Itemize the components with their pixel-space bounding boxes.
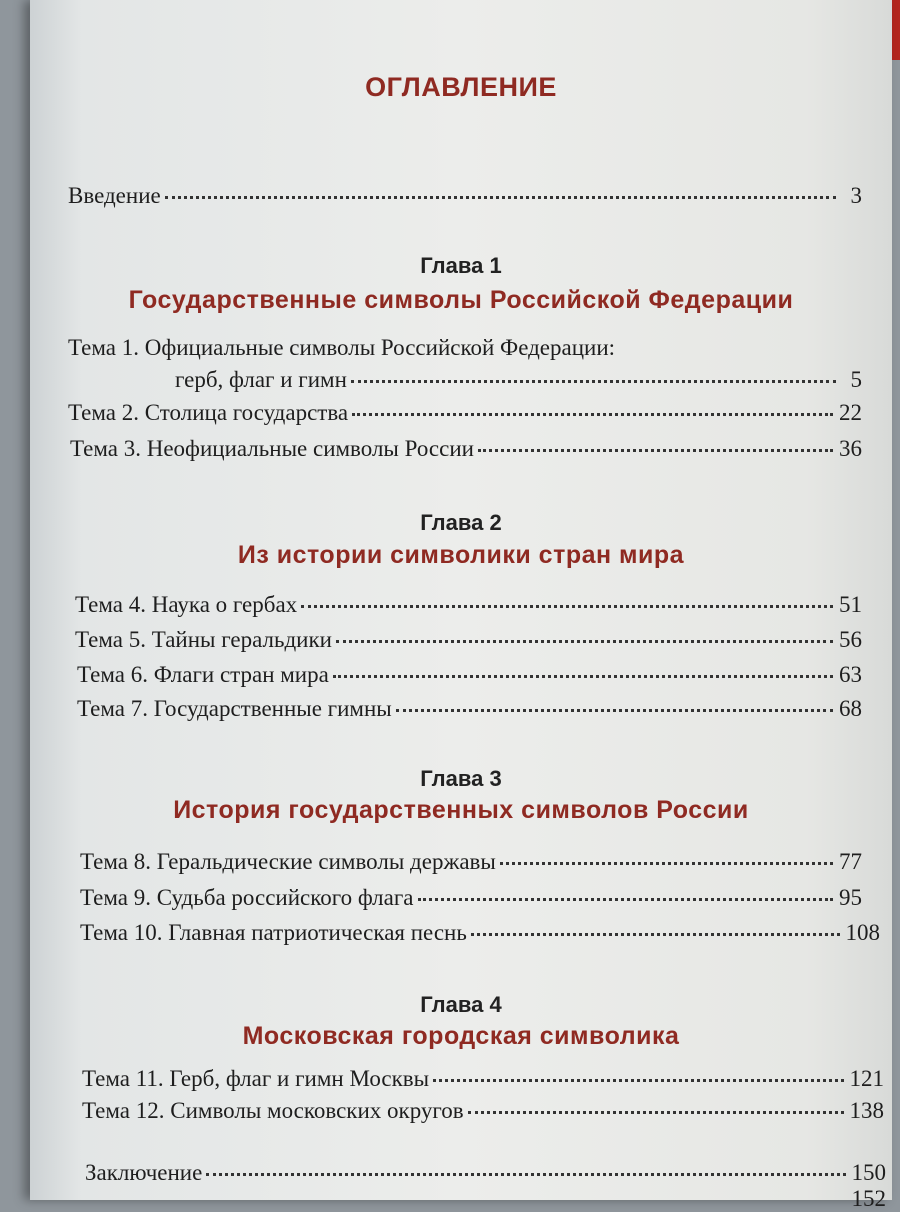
chapter-4-title: Московская городская символика [242, 1022, 680, 1050]
chapter-2-label: Глава 2 [420, 510, 502, 535]
page-number: 150 [851, 1160, 886, 1185]
page-number: 36 [839, 436, 862, 461]
chapter-4-label: Глава 4 [420, 992, 502, 1017]
leader-dots [336, 636, 833, 643]
toc-entry-topic-5 [75, 627, 862, 653]
chapter-2-title: Из истории символики стран мира [237, 541, 685, 569]
leader-dots [206, 1169, 845, 1176]
leader-dots [478, 445, 833, 452]
entry-label: герб, флаг и гимн [175, 367, 347, 392]
leader-dots [165, 192, 836, 199]
page-number: 138 [849, 1098, 884, 1123]
toc-entry-topic-7 [77, 696, 862, 722]
toc-entry-conclusion [85, 1160, 886, 1186]
leader-dots [471, 929, 840, 936]
toc-entry-topic-4 [75, 592, 862, 618]
page-number: 5 [850, 367, 862, 392]
leader-dots [396, 705, 833, 712]
chapter-3-label: Глава 3 [420, 766, 502, 791]
page-number: 108 [845, 920, 880, 945]
leader-dots [418, 894, 834, 901]
page-number: 95 [839, 885, 862, 910]
entry-label: Тема 12. Символы московских округов [82, 1098, 464, 1123]
entry-label: Тема 11. Герб, флаг и гимн Москвы [82, 1066, 430, 1091]
entry-label: Введение [68, 183, 161, 208]
chapter-3-title: История государственных символов России [173, 796, 749, 824]
chapter-1-label: Глава 1 [420, 253, 502, 278]
page-number: 22 [839, 400, 862, 425]
entry-label: Тема 4. Наука о гербах [75, 592, 298, 617]
toc-entry-topic-10 [80, 920, 880, 946]
cut-off-page-number: 152 [851, 1186, 886, 1211]
entry-label: Тема 3. Неофициальные символы России [70, 436, 474, 461]
entry-label: Тема 8. Геральдические символы державы [80, 849, 496, 874]
page-number: 56 [839, 627, 862, 652]
leader-dots [333, 671, 833, 678]
toc-entry-topic-1 [175, 367, 862, 393]
entry-label: Тема 6. Флаги стран мира [77, 662, 329, 687]
entry-label: Тема 2. Столица государства [68, 400, 349, 425]
leader-dots [500, 858, 833, 865]
leader-dots [468, 1107, 844, 1114]
page-number: 3 [850, 183, 862, 208]
toc-entry-topic-1-line1: Тема 1. Официальные символы Российской Федерации: [68, 335, 616, 360]
page-number: 63 [839, 662, 862, 687]
toc-entry-topic-12 [82, 1098, 884, 1124]
toc-title: ОГЛАВЛЕНИЕ [365, 72, 557, 102]
leader-dots [351, 376, 836, 383]
entry-label: Тема 7. Государственные гимны [77, 696, 392, 721]
leader-dots [433, 1075, 843, 1082]
page-number: 121 [849, 1066, 884, 1091]
page-number: 51 [839, 592, 862, 617]
entry-label: Заключение [85, 1160, 203, 1185]
leader-dots [352, 409, 833, 416]
book-page [30, 0, 892, 1211]
toc-entry-topic-9 [80, 885, 862, 911]
page-number: 77 [839, 849, 862, 874]
entry-label: Тема 5. Тайны геральдики [75, 627, 332, 652]
toc-entry-topic-6 [77, 662, 862, 688]
entry-label: Тема 9. Судьба российского флага [80, 885, 414, 910]
toc-entry-topic-11 [82, 1066, 884, 1092]
toc-entry-topic-2 [68, 400, 862, 426]
toc-entry-intro [68, 183, 862, 209]
leader-dots [301, 601, 833, 608]
page-number: 68 [839, 696, 862, 721]
entry-label: Тема 10. Главная патриотическая песнь [80, 920, 467, 945]
toc-entry-topic-3 [70, 436, 862, 462]
chapter-1-title: Государственные символы Российской Федерации [128, 286, 794, 314]
toc-entry-topic-8 [80, 849, 862, 875]
